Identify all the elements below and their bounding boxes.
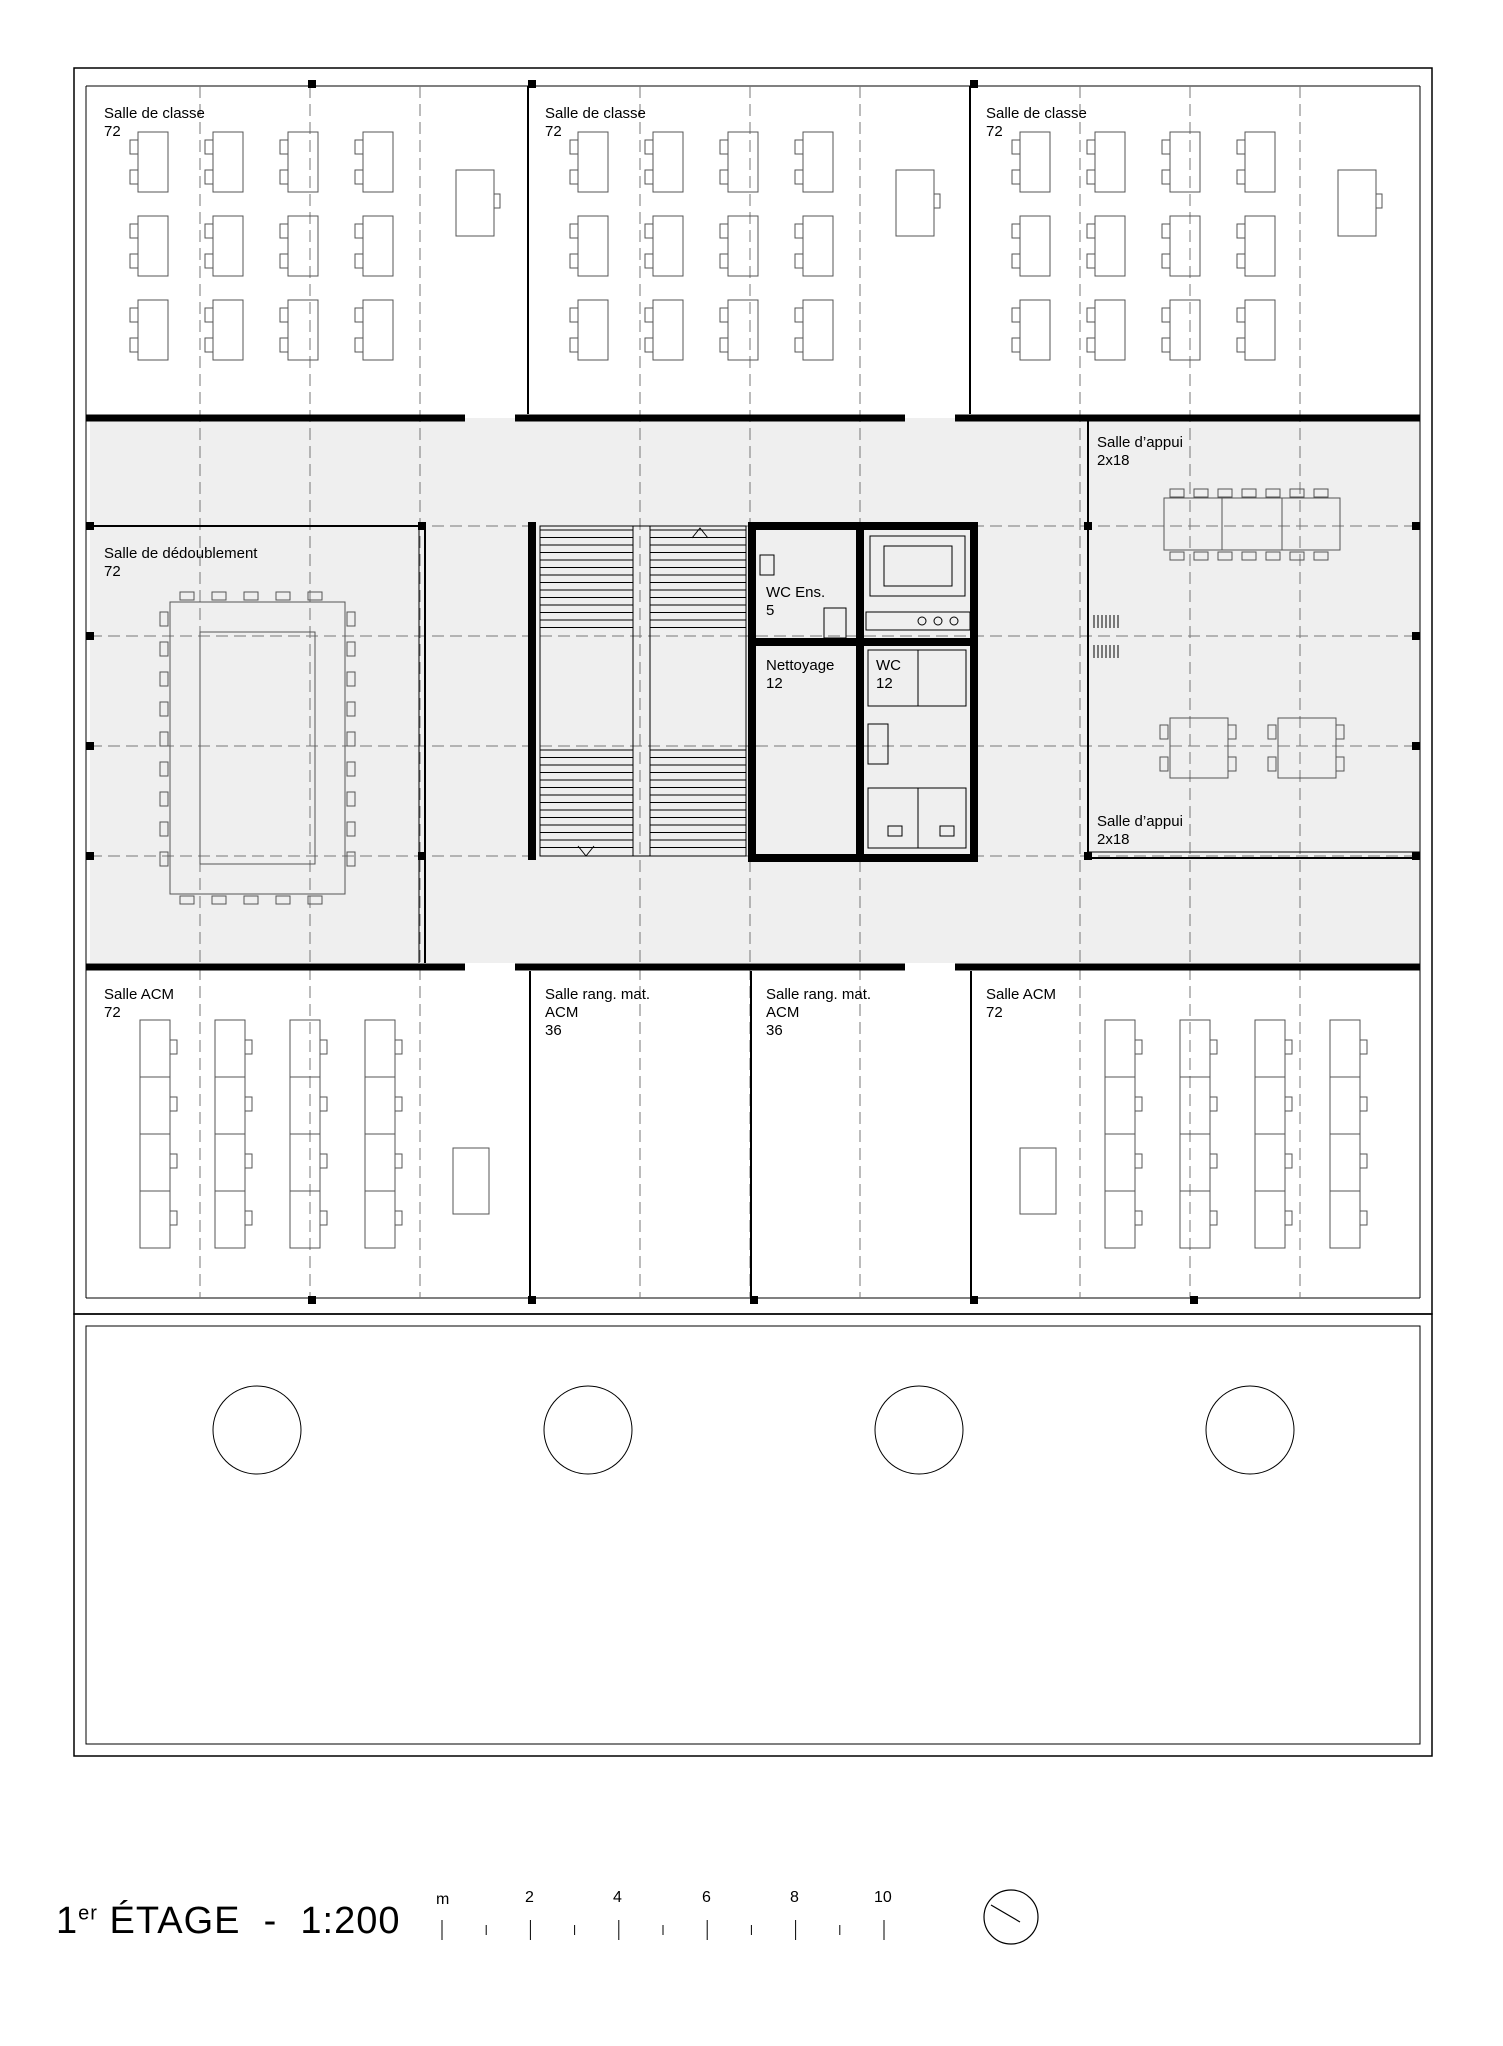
chair <box>395 1211 402 1225</box>
workbench <box>1330 1134 1360 1191</box>
desk <box>803 216 833 276</box>
desk <box>363 300 393 360</box>
chair <box>280 254 288 268</box>
chair <box>934 194 940 208</box>
room-appui-1-area: 2x18 <box>1097 452 1130 469</box>
chair <box>720 308 728 322</box>
chair <box>1360 1154 1367 1168</box>
chair <box>1162 254 1170 268</box>
room-classe-2-name: Salle de classe <box>545 105 646 122</box>
chair <box>1135 1211 1142 1225</box>
scale-tick-4: 4 <box>613 1889 622 1906</box>
chair <box>245 1097 252 1111</box>
workbench <box>1180 1077 1210 1134</box>
scale-tick-2: 2 <box>525 1889 534 1906</box>
room-dedoublement-area: 72 <box>104 563 121 580</box>
workbench <box>290 1191 320 1248</box>
desk <box>728 300 758 360</box>
chair <box>720 254 728 268</box>
chair <box>570 254 578 268</box>
chair <box>1162 308 1170 322</box>
lower-circles <box>213 1386 1294 1474</box>
chair <box>1087 308 1095 322</box>
desk <box>288 132 318 192</box>
room-classe-3-name: Salle de classe <box>986 105 1087 122</box>
chair <box>320 1040 327 1054</box>
chair <box>1210 1154 1217 1168</box>
chair <box>280 224 288 238</box>
chair <box>130 338 138 352</box>
chair <box>795 338 803 352</box>
room-wc-ens-name: WC Ens. <box>766 584 826 601</box>
desk <box>1170 300 1200 360</box>
workbench <box>1180 1191 1210 1248</box>
room-nettoyage-area: 12 <box>766 675 783 692</box>
desk <box>1095 132 1125 192</box>
chair <box>1135 1040 1142 1054</box>
chair <box>245 1154 252 1168</box>
chair <box>645 308 653 322</box>
workbench <box>140 1077 170 1134</box>
chair <box>645 338 653 352</box>
desk <box>1170 216 1200 276</box>
desk <box>803 132 833 192</box>
chair <box>1237 170 1245 184</box>
chair <box>570 140 578 154</box>
chair <box>1237 140 1245 154</box>
workbench <box>215 1077 245 1134</box>
desk <box>363 132 393 192</box>
desk <box>288 300 318 360</box>
workbench <box>1255 1134 1285 1191</box>
room-rang-1-area: 36 <box>545 1022 562 1039</box>
title-level-suffix: er <box>78 1902 98 1925</box>
workbench <box>140 1134 170 1191</box>
workbench <box>1180 1134 1210 1191</box>
chair <box>205 308 213 322</box>
workbench <box>140 1191 170 1248</box>
chair <box>130 224 138 238</box>
chair <box>1376 194 1382 208</box>
chair <box>570 308 578 322</box>
chair <box>1237 254 1245 268</box>
desk <box>288 216 318 276</box>
desk <box>578 216 608 276</box>
teacher-desk <box>896 170 934 236</box>
scale-tick-10: 10 <box>874 1889 892 1906</box>
chair <box>795 140 803 154</box>
title-level-number: 1 <box>56 1900 79 1942</box>
chair <box>1012 170 1020 184</box>
room-wc-ens-area: 5 <box>766 602 775 619</box>
chair <box>1162 338 1170 352</box>
chair <box>494 194 500 208</box>
workbench <box>1330 1077 1360 1134</box>
workbench <box>1330 1020 1360 1077</box>
title-scale: 1:200 <box>300 1900 401 1942</box>
workbench <box>1105 1134 1135 1191</box>
chair <box>320 1097 327 1111</box>
chair <box>720 140 728 154</box>
room-appui-2-area: 2x18 <box>1097 831 1130 848</box>
desk <box>1020 300 1050 360</box>
chair <box>355 170 363 184</box>
desk <box>138 216 168 276</box>
chair <box>1285 1211 1292 1225</box>
chair <box>1087 140 1095 154</box>
workbench <box>1255 1191 1285 1248</box>
desk <box>1245 216 1275 276</box>
chair <box>1012 308 1020 322</box>
chair <box>645 224 653 238</box>
teacher-desk <box>456 170 494 236</box>
chair <box>170 1040 177 1054</box>
desk <box>1095 300 1125 360</box>
desk <box>138 300 168 360</box>
chair <box>130 170 138 184</box>
desk <box>138 132 168 192</box>
workbench <box>290 1134 320 1191</box>
room-nettoyage-name: Nettoyage <box>766 657 835 674</box>
chair <box>1162 224 1170 238</box>
desk <box>653 216 683 276</box>
workbench <box>290 1020 320 1077</box>
chair <box>1012 254 1020 268</box>
chair <box>1135 1097 1142 1111</box>
chair <box>1210 1211 1217 1225</box>
workbench <box>365 1191 395 1248</box>
desk <box>803 300 833 360</box>
chair <box>280 140 288 154</box>
desk <box>1245 300 1275 360</box>
workbench <box>1105 1077 1135 1134</box>
room-acm-2-area: 72 <box>986 1004 1003 1021</box>
scale-unit: m <box>436 1891 450 1908</box>
chair <box>355 224 363 238</box>
desk <box>213 132 243 192</box>
chair <box>320 1154 327 1168</box>
room-wc-area: 12 <box>876 675 893 692</box>
workbench <box>140 1020 170 1077</box>
chair <box>1210 1040 1217 1054</box>
chair <box>1162 140 1170 154</box>
chair <box>795 170 803 184</box>
desk <box>578 300 608 360</box>
teacher-desk <box>1020 1148 1056 1214</box>
chair <box>645 254 653 268</box>
chair <box>1162 170 1170 184</box>
chair <box>130 254 138 268</box>
workbench <box>1105 1020 1135 1077</box>
chair <box>1087 170 1095 184</box>
workbench <box>1255 1077 1285 1134</box>
chair <box>1012 338 1020 352</box>
chair <box>1237 308 1245 322</box>
room-classe-1-name: Salle de classe <box>104 105 205 122</box>
chair <box>205 224 213 238</box>
workbench <box>365 1134 395 1191</box>
chair <box>1285 1154 1292 1168</box>
chair <box>1012 140 1020 154</box>
chair <box>245 1211 252 1225</box>
chair <box>570 170 578 184</box>
desk <box>653 300 683 360</box>
room-appui-1-name: Salle d’appui <box>1097 434 1183 451</box>
chair <box>1285 1040 1292 1054</box>
chair <box>280 308 288 322</box>
chair <box>1285 1097 1292 1111</box>
chair <box>205 140 213 154</box>
workbench <box>1105 1191 1135 1248</box>
chair <box>170 1154 177 1168</box>
workbench <box>365 1020 395 1077</box>
room-rang-1-line2: ACM <box>545 1004 579 1021</box>
desk <box>1095 216 1125 276</box>
chair <box>795 308 803 322</box>
chair <box>170 1211 177 1225</box>
drawing-title <box>56 1900 401 1943</box>
desk <box>213 216 243 276</box>
chair <box>1087 254 1095 268</box>
chair <box>795 254 803 268</box>
workbench <box>290 1077 320 1134</box>
chair <box>205 170 213 184</box>
workbench <box>1330 1191 1360 1248</box>
room-acm-2-name: Salle ACM <box>986 986 1057 1003</box>
room-wc-name: WC <box>876 657 901 674</box>
chair <box>720 338 728 352</box>
chair <box>130 140 138 154</box>
title-separator: - <box>263 1900 278 1942</box>
room-appui-2-name: Salle d’appui <box>1097 813 1183 830</box>
scale-tick-6: 6 <box>702 1889 711 1906</box>
chair <box>1135 1154 1142 1168</box>
desk <box>1020 216 1050 276</box>
chair <box>795 224 803 238</box>
desk <box>578 132 608 192</box>
chair <box>1360 1211 1367 1225</box>
room-rang-2-line2: ACM <box>766 1004 800 1021</box>
scale-tick-8: 8 <box>790 1889 799 1906</box>
chair <box>645 140 653 154</box>
chair <box>280 170 288 184</box>
desk <box>1020 132 1050 192</box>
workbench <box>215 1191 245 1248</box>
chair <box>570 338 578 352</box>
chair <box>355 308 363 322</box>
chair <box>1237 338 1245 352</box>
chair <box>205 338 213 352</box>
room-classe-3-area: 72 <box>986 123 1003 140</box>
chair <box>1210 1097 1217 1111</box>
chair <box>395 1040 402 1054</box>
chair <box>130 308 138 322</box>
chair <box>355 140 363 154</box>
chair <box>320 1211 327 1225</box>
room-rang-2-line1: Salle rang. mat. <box>766 986 872 1003</box>
chair <box>1012 224 1020 238</box>
desk <box>728 216 758 276</box>
room-rang-1-line1: Salle rang. mat. <box>545 986 651 1003</box>
chair <box>395 1097 402 1111</box>
chair <box>1087 224 1095 238</box>
chair <box>1360 1097 1367 1111</box>
chair <box>355 254 363 268</box>
chair <box>720 170 728 184</box>
partitions-lower <box>530 971 971 1298</box>
room-classe-2-area: 72 <box>545 123 562 140</box>
desk <box>728 132 758 192</box>
workbench <box>1180 1020 1210 1077</box>
chair <box>720 224 728 238</box>
chair <box>280 338 288 352</box>
room-acm-1-area: 72 <box>104 1004 121 1021</box>
room-acm-1-name: Salle ACM <box>104 986 175 1003</box>
workbench <box>365 1077 395 1134</box>
title-level-word: ÉTAGE <box>109 1900 241 1942</box>
chair <box>1360 1040 1367 1054</box>
chair <box>1237 224 1245 238</box>
chair <box>170 1097 177 1111</box>
desk <box>213 300 243 360</box>
chair <box>245 1040 252 1054</box>
desk <box>653 132 683 192</box>
workbench <box>1255 1020 1285 1077</box>
workbench <box>215 1020 245 1077</box>
desk <box>1170 132 1200 192</box>
room-classe-1-area: 72 <box>104 123 121 140</box>
chair <box>205 254 213 268</box>
scale-bar <box>436 1889 892 1940</box>
chair <box>395 1154 402 1168</box>
room-rang-2-area: 36 <box>766 1022 783 1039</box>
chair <box>645 170 653 184</box>
teacher-desk <box>453 1148 489 1214</box>
north-arrow-icon <box>984 1890 1038 1944</box>
workbench <box>215 1134 245 1191</box>
room-dedoublement-name: Salle de dédoublement <box>104 545 258 562</box>
chair <box>355 338 363 352</box>
teacher-desk <box>1338 170 1376 236</box>
desk <box>1245 132 1275 192</box>
chair <box>570 224 578 238</box>
desk <box>363 216 393 276</box>
chair <box>1087 338 1095 352</box>
